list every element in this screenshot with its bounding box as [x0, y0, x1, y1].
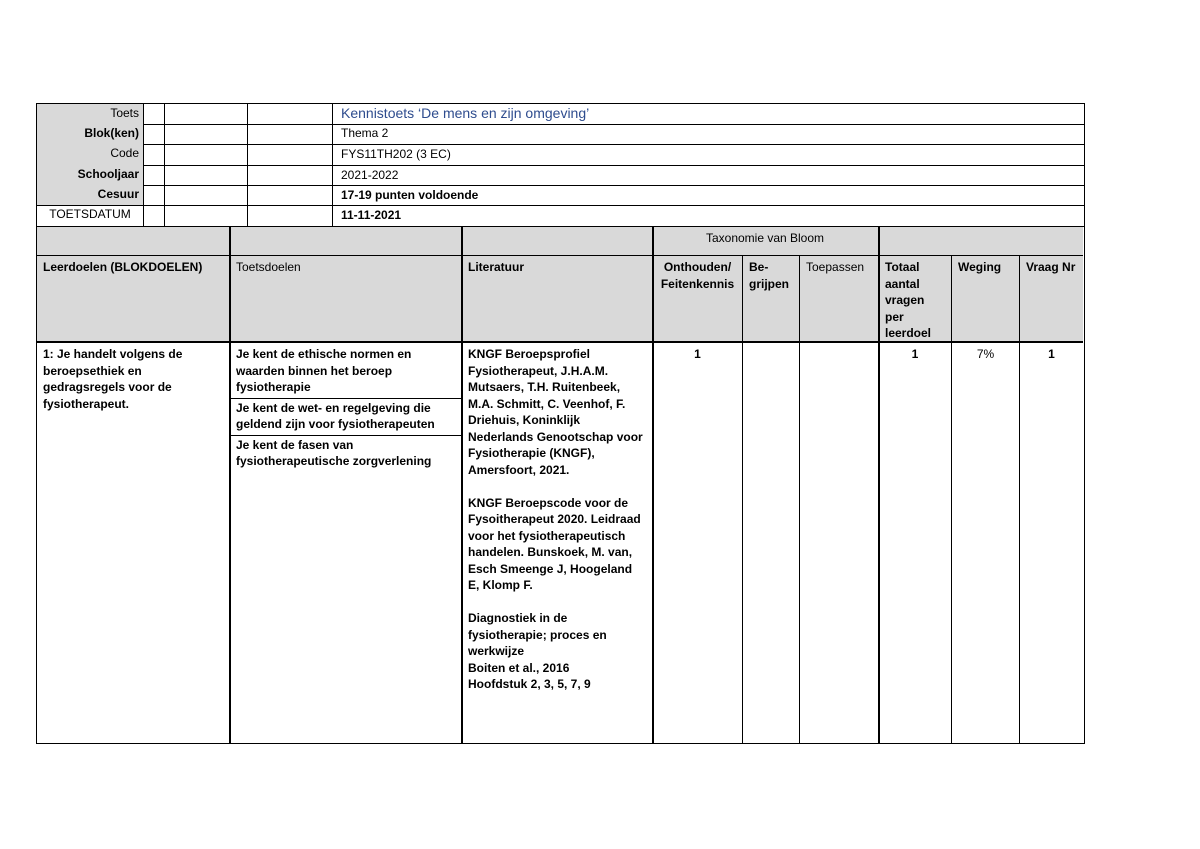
column-header-vraag-nr: Vraag Nr — [1026, 260, 1076, 274]
column-header-toetsdoelen: Toetsdoelen — [236, 260, 301, 274]
divider — [799, 255, 800, 743]
literatuur-item: Diagnostiek in de fysiotherapie; proces en werkwijze — [468, 611, 607, 658]
divider — [1019, 255, 1020, 743]
test-info-header — [36, 103, 1085, 226]
onthouden-value: 1 — [694, 347, 701, 361]
label-code: Code — [37, 144, 143, 165]
totaal-value: 1 — [911, 347, 919, 361]
label-toets: Toets — [37, 104, 143, 124]
literatuur-item: KNGF Beroepsprofiel Fysiotherapeut, J.H.A.M. Mutsaers, T.H. Ruitenbeek, M.A. Schmitt, C. Veenhof, F. Driehuis, Koninklijk Nederlands Genootschap voor Fysiotherapie (KNGF), Amersfoort, 2021. — [468, 347, 643, 477]
value-cesuur: 17-19 punten voldoende — [341, 188, 479, 202]
column-header-toepassen: Toepassen — [806, 260, 865, 274]
column-header-literatuur: Literatuur — [468, 260, 525, 274]
divider — [37, 185, 1084, 186]
literatuur-cell — [462, 343, 652, 696]
divider — [742, 255, 743, 743]
weging-value: 7% — [976, 347, 995, 361]
value-toets: Kennistoets ‘De mens en zijn omgeving’ — [341, 105, 590, 121]
literatuur-item: Boiten et al., 2016 — [468, 660, 570, 675]
value-blokken: Thema 2 — [341, 126, 389, 140]
divider — [951, 255, 952, 743]
group-header-band — [37, 227, 1083, 255]
toetsdoel-item: Je kent de wet- en regelgeving die geldend zijn voor fysiotherapeuten — [230, 399, 461, 436]
label-schooljaar: Schooljaar — [37, 165, 143, 185]
value-toetsdatum: 11-11-2021 — [341, 208, 402, 222]
column-header-totaal: Totaal aantal vragen per leerdoel — [885, 260, 932, 340]
column-header-leerdoelen: Leerdoelen (BLOKDOELEN) — [43, 260, 203, 274]
literatuur-item: Hoofdstuk 2, 3, 5, 7, 9 — [468, 677, 591, 691]
toetsdoel-item: Je kent de ethische normen en waarden binnen het beroep fysiotherapie — [230, 343, 461, 399]
divider — [37, 124, 1084, 125]
bloom-taxonomy-header: Taxonomie van Bloom — [705, 231, 825, 245]
divider — [229, 227, 231, 743]
vraag-nr-value: 1 — [1048, 347, 1055, 361]
divider — [37, 165, 1084, 166]
label-cesuur: Cesuur — [37, 185, 143, 205]
value-schooljaar: 2021-2022 — [341, 168, 399, 182]
column-header-begrijpen: Be- grijpen — [749, 260, 790, 291]
toetsdoelen-cell — [230, 343, 461, 473]
label-blokken: Blok(ken) — [37, 124, 143, 144]
label-toetsdatum: TOETSDATUM — [49, 207, 131, 221]
literatuur-item: KNGF Beroepscode voor de Fysoitherapeut 2020. Leidraad voor het fysiotherapeutisch handelen. Bunskoek, M. van, Esch Smeenge J, Hoogeland E, Klomp F. — [468, 495, 641, 592]
column-header-weging: Weging — [958, 260, 1002, 274]
divider — [37, 144, 1084, 145]
divider — [37, 205, 1084, 206]
column-header-onthouden: Onthouden/ Feitenkennis — [660, 260, 735, 291]
leerdoel-cell: 1: Je handelt volgens de beroepsethiek en gedragsregels voor de fysiotherapeut. — [43, 347, 183, 411]
value-code: FYS11TH202 (3 EC) — [341, 147, 451, 161]
toetsdoel-item: Je kent de fasen van fysiotherapeutische zorgverlening — [236, 437, 432, 468]
assessment-matrix — [36, 226, 1085, 744]
divider — [652, 227, 654, 743]
